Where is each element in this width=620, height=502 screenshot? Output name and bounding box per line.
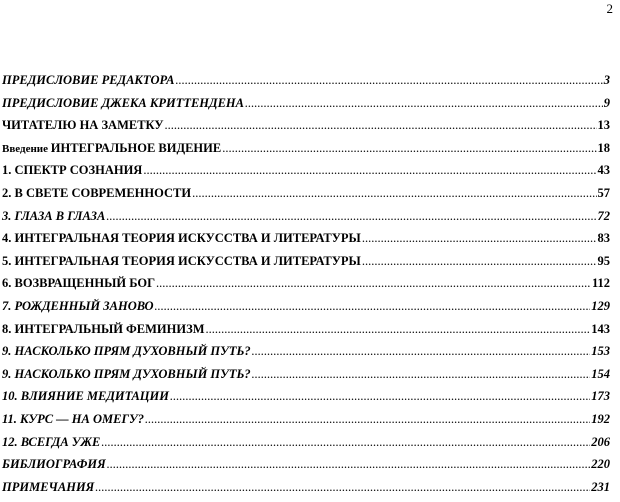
toc-entry-page-number: 72 xyxy=(597,208,610,223)
toc-dot-leader xyxy=(156,275,591,291)
toc-entry-title xyxy=(2,479,94,495)
toc-entry-title-text: 9. НАСКОЛЬКО ПРЯМ ДУХОВНЫЙ ПУТЬ? xyxy=(2,344,251,359)
toc-entry-page-number: 153 xyxy=(591,344,610,359)
toc-entry-page-number: 192 xyxy=(591,411,610,426)
toc-entry-title-text: 7. РОЖДЕННЫЙ ЗАНОВО xyxy=(2,298,154,313)
toc-entry-page-number: 154 xyxy=(591,366,610,381)
toc-entry[interactable] xyxy=(2,411,610,434)
toc-entry-title xyxy=(2,185,191,201)
toc-entry[interactable] xyxy=(2,321,610,344)
toc-dot-leader xyxy=(155,298,591,314)
toc-entry-title-text: 2. В СВЕТЕ СОВРЕМЕННОСТИ xyxy=(2,185,192,200)
toc-entry-page-number: 173 xyxy=(591,389,610,404)
toc-dot-leader xyxy=(170,388,590,404)
toc-dot-leader xyxy=(165,117,597,133)
toc-entry-title-text: 8. ИНТЕГРАЛЬНЫЙ ФЕМИНИЗМ xyxy=(2,321,205,336)
toc-entry-title-text: ПРЕДИСЛОВИЕ ДЖЕКА КРИТТЕНДЕНА xyxy=(2,95,244,110)
toc-entry-page-number: 95 xyxy=(597,253,610,268)
toc-entry-title-text: 5. ИНТЕГРАЛЬНАЯ ТЕОРИЯ ИСКУССТВА И ЛИТЕРАТУРЫ xyxy=(2,253,361,268)
toc-entry-title xyxy=(2,72,174,88)
table-of-contents xyxy=(2,72,610,501)
toc-dot-leader xyxy=(145,411,590,427)
toc-entry-page-number: 83 xyxy=(597,231,610,246)
toc-entry-title-text: 4. ИНТЕГРАЛЬНАЯ ТЕОРИЯ ИСКУССТВА И ЛИТЕРАТУРЫ xyxy=(2,231,361,246)
toc-entry-title-text: БИБЛИОГРАФИЯ xyxy=(2,457,106,472)
toc-entry[interactable] xyxy=(2,366,610,389)
toc-entry-title xyxy=(2,95,244,111)
toc-entry-title-text: 10. ВЛИЯНИЕ МЕДИТАЦИИ xyxy=(2,389,169,404)
toc-entry[interactable] xyxy=(2,117,610,140)
toc-entry-title xyxy=(2,162,142,178)
toc-entry-page-number: 43 xyxy=(597,163,610,178)
toc-entry-title-text: 6. ВОЗВРАЩЕННЫЙ БОГ xyxy=(2,276,156,291)
toc-entry[interactable] xyxy=(2,230,610,253)
page-number: 2 xyxy=(606,1,613,16)
toc-dot-leader xyxy=(245,95,603,111)
toc-entry[interactable] xyxy=(2,343,610,366)
toc-dot-leader xyxy=(143,162,596,178)
toc-entry-title-text: 11. КУРС — НА ОМЕГУ? xyxy=(2,411,144,426)
toc-dot-leader xyxy=(106,208,596,224)
toc-dot-leader xyxy=(362,230,597,246)
toc-entry-title-text: ПРИМЕЧАНИЯ xyxy=(2,479,95,494)
toc-entry-title-text: ЧИТАТЕЛЮ НА ЗАМЕТКУ xyxy=(2,118,164,133)
toc-entry-title xyxy=(2,456,106,472)
toc-entry-title xyxy=(2,298,154,314)
toc-entry[interactable] xyxy=(2,95,610,118)
toc-entry[interactable] xyxy=(2,298,610,321)
toc-dot-leader xyxy=(175,72,602,88)
toc-dot-leader xyxy=(362,253,597,269)
toc-dot-leader xyxy=(252,366,591,382)
toc-entry-title xyxy=(2,411,144,427)
toc-entry-title-text: 1. СПЕКТР СОЗНАНИЯ xyxy=(2,163,143,178)
toc-dot-leader xyxy=(206,321,591,337)
toc-entry-title xyxy=(2,253,361,269)
toc-entry-page-number: 143 xyxy=(591,321,610,336)
toc-entry[interactable] xyxy=(2,434,610,457)
toc-entry-title-text: 9. НАСКОЛЬКО ПРЯМ ДУХОВНЫЙ ПУТЬ? xyxy=(2,366,251,381)
toc-entry-title xyxy=(2,366,251,382)
toc-entry[interactable] xyxy=(2,162,610,185)
toc-entry-page-number: 9 xyxy=(603,95,610,110)
toc-dot-leader xyxy=(192,185,596,201)
toc-dot-leader xyxy=(101,434,590,450)
toc-entry-page-number: 13 xyxy=(597,118,610,133)
toc-entry-page-number: 231 xyxy=(591,479,610,494)
toc-entry-title xyxy=(2,343,251,359)
toc-entry-title-text: 3. ГЛАЗА В ГЛАЗА xyxy=(2,208,106,223)
toc-entry[interactable] xyxy=(2,388,610,411)
toc-entry-title-text: 12. ВСЕГДА УЖЕ xyxy=(2,434,101,449)
toc-entry-title xyxy=(2,388,169,404)
toc-dot-leader xyxy=(252,343,591,359)
toc-entry-page-number: 57 xyxy=(597,185,610,200)
toc-entry-page-number: 18 xyxy=(597,140,610,155)
toc-dot-leader xyxy=(107,456,591,472)
toc-entry-title xyxy=(2,140,221,157)
toc-entry-title xyxy=(2,117,164,133)
toc-entry[interactable] xyxy=(2,275,610,298)
toc-entry-page-number: 220 xyxy=(591,457,610,472)
toc-entry[interactable] xyxy=(2,72,610,95)
toc-entry-title xyxy=(2,275,155,291)
toc-entry-page-number: 3 xyxy=(603,73,610,87)
toc-entry-page-number: 206 xyxy=(591,434,610,449)
toc-entry-page-number: 129 xyxy=(591,298,610,313)
toc-entry[interactable] xyxy=(2,208,610,231)
toc-entry[interactable] xyxy=(2,479,610,502)
toc-dot-leader xyxy=(222,140,596,156)
toc-entry[interactable] xyxy=(2,140,610,163)
toc-entry[interactable] xyxy=(2,185,610,208)
toc-entry-title xyxy=(2,321,205,337)
toc-entry[interactable] xyxy=(2,456,610,479)
toc-entry[interactable] xyxy=(2,253,610,276)
toc-entry-title xyxy=(2,230,361,246)
toc-entry-title-text: ПРЕДИСЛОВИЕ РЕДАКТОРА xyxy=(2,73,175,87)
toc-entry-title-text: ИНТЕГРАЛЬНОЕ ВИДЕНИЕ xyxy=(50,140,222,155)
toc-entry-title xyxy=(2,434,100,450)
toc-dot-leader xyxy=(95,479,590,495)
toc-entry-page-number: 112 xyxy=(591,276,610,291)
toc-entry-title xyxy=(2,208,105,224)
toc-entry-prefix: Введение xyxy=(2,142,51,155)
